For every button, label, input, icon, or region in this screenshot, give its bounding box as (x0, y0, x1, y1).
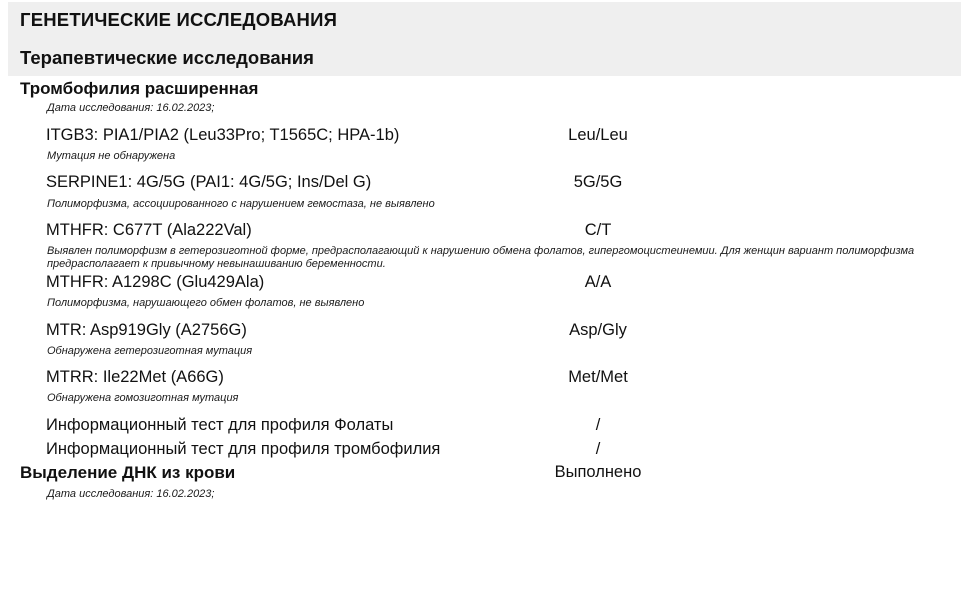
test-result: A/A (584, 273, 612, 291)
test-name: MTR: Asp919Gly (A2756G) (46, 321, 247, 339)
test-name: ITGB3: PIA1/PIA2 (Leu33Pro; T1565C; HPA-1b) (46, 126, 400, 144)
test-name: MTHFR: C677T (Ala222Val) (46, 221, 252, 239)
test-note: Выявлен полиморфизм в гетерозиготной форме, предрасполагающий к нарушению обмена фолатов, гипергомоцистеинемии. Для женщин вариант полиморфизма предрасполагает к привычному невынашиванию беременности. (47, 245, 915, 270)
test-result: 5G/5G (573, 173, 623, 191)
test-result: Met/Met (568, 368, 628, 386)
test-name: SERPINE1: 4G/5G (PAI1: 4G/5G; Ins/Del G) (46, 173, 372, 191)
section-subtitle: Терапевтические исследования (20, 47, 314, 68)
info-test-name: Информационный тест для профиля тромбофилия (46, 440, 441, 458)
test-note: Полиморфизма, нарушающего обмен фолатов, не выявлено (47, 297, 365, 309)
info-test-result: / (595, 440, 601, 458)
info-test-result: / (595, 416, 601, 434)
test-name: MTRR: Ile22Met (A66G) (46, 368, 224, 386)
test-result: C/T (584, 221, 612, 239)
test-result: Asp/Gly (569, 321, 627, 339)
test-name: MTHFR: A1298C (Glu429Ala) (46, 273, 265, 291)
thrombophilia-title: Тромбофилия расширенная (20, 79, 259, 98)
test-note: Обнаружена гомозиготная мутация (47, 392, 239, 404)
dna-title: Выделение ДНК из крови (20, 463, 236, 482)
info-test-name: Информационный тест для профиля Фолаты (46, 416, 394, 434)
test-result: Leu/Leu (568, 126, 628, 144)
test-note: Обнаружена гетерозиготная мутация (47, 345, 253, 357)
thrombophilia-date: Дата исследования: 16.02.2023; (47, 102, 215, 114)
test-note: Полиморфизма, ассоциированного с нарушением гемостаза, не выявлено (47, 198, 435, 210)
dna-date: Дата исследования: 16.02.2023; (47, 488, 215, 500)
page-title: ГЕНЕТИЧЕСКИЕ ИССЛЕДОВАНИЯ (20, 9, 338, 30)
test-note: Мутация не обнаружена (47, 150, 176, 162)
dna-result: Выполнено (554, 463, 642, 481)
